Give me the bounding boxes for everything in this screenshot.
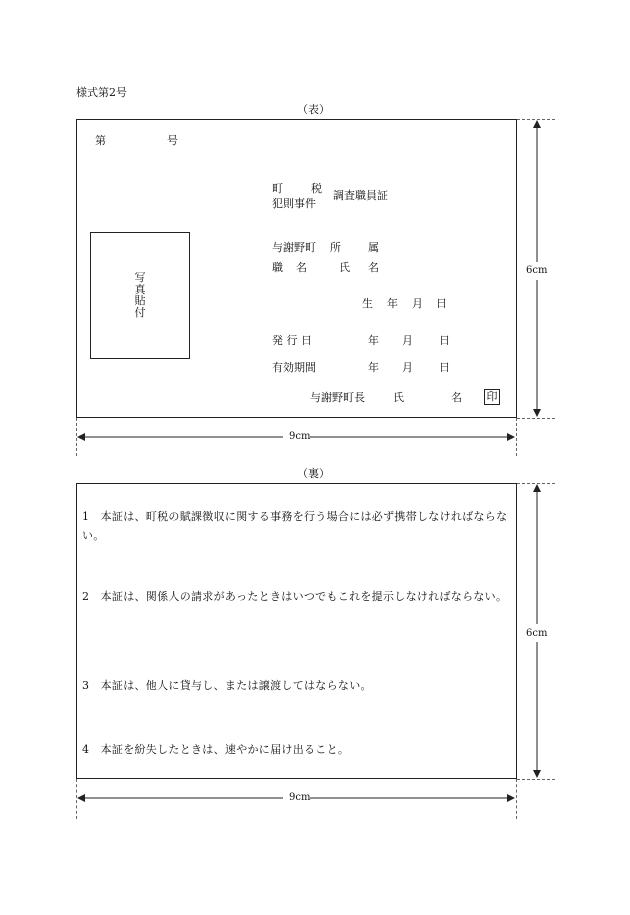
birth-day: 日 — [436, 297, 447, 310]
front-height-label: 6cm — [526, 265, 548, 276]
birth-year: 年 — [387, 297, 398, 310]
birth-sei: 生 — [362, 297, 373, 310]
card-number-prefix: 第 — [95, 134, 106, 147]
title-line2: 犯則事件 — [272, 197, 316, 210]
name-label-a: 氏 — [339, 261, 350, 274]
issuer-name-a: 氏 — [393, 391, 404, 404]
back-heading: （裏） — [297, 467, 330, 480]
back-item-2: 2 本証は、関係人の請求があったときはいつでもこれを提示しなければならない。 — [82, 590, 508, 603]
position-label-b: 名 — [296, 261, 307, 274]
issuer-name-b: 名 — [451, 391, 462, 404]
front-heading: （表） — [297, 103, 330, 116]
issuer-title: 与謝野町長 — [310, 391, 365, 404]
back-item-1: 1 本証は、町税の賦課徴収に関する事務を行う場合には必ず携帯しなければならない。 — [82, 510, 508, 542]
card-number-suffix: 号 — [167, 134, 178, 147]
title-line1-a: 町 — [272, 182, 283, 195]
front-width-label: 9cm — [286, 432, 313, 442]
valid-year: 年 — [368, 361, 379, 374]
birth-month: 月 — [412, 297, 423, 310]
photo-label: 写真貼付 — [134, 271, 146, 319]
valid-month: 月 — [402, 361, 413, 374]
issue-day: 日 — [439, 334, 450, 347]
valid-label: 有効期間 — [272, 361, 316, 374]
seal-box: 印 — [484, 389, 500, 405]
form-label: 様式第2号 — [76, 86, 127, 99]
issue-year: 年 — [368, 334, 379, 347]
back-item-4: 4 本証を紛失したときは、速やかに届け出ること。 — [82, 743, 350, 756]
affiliation-label-b: 属 — [368, 241, 379, 254]
affiliation-place: 与謝野町 — [272, 241, 316, 254]
position-label-a: 職 — [272, 261, 283, 274]
affiliation-label-a: 所 — [330, 241, 341, 254]
back-item-3: 3 本証は、他人に貸与し、または譲渡してはならない。 — [82, 679, 372, 692]
issue-month: 月 — [402, 334, 413, 347]
valid-day: 日 — [439, 361, 450, 374]
name-label-b: 名 — [368, 261, 379, 274]
issue-label: 発 行 日 — [272, 334, 312, 347]
back-width-label: 9cm — [286, 793, 313, 803]
back-height-label: 6cm — [526, 628, 548, 639]
card-title: 調査職員証 — [333, 189, 388, 202]
title-line1-b: 税 — [311, 182, 322, 195]
